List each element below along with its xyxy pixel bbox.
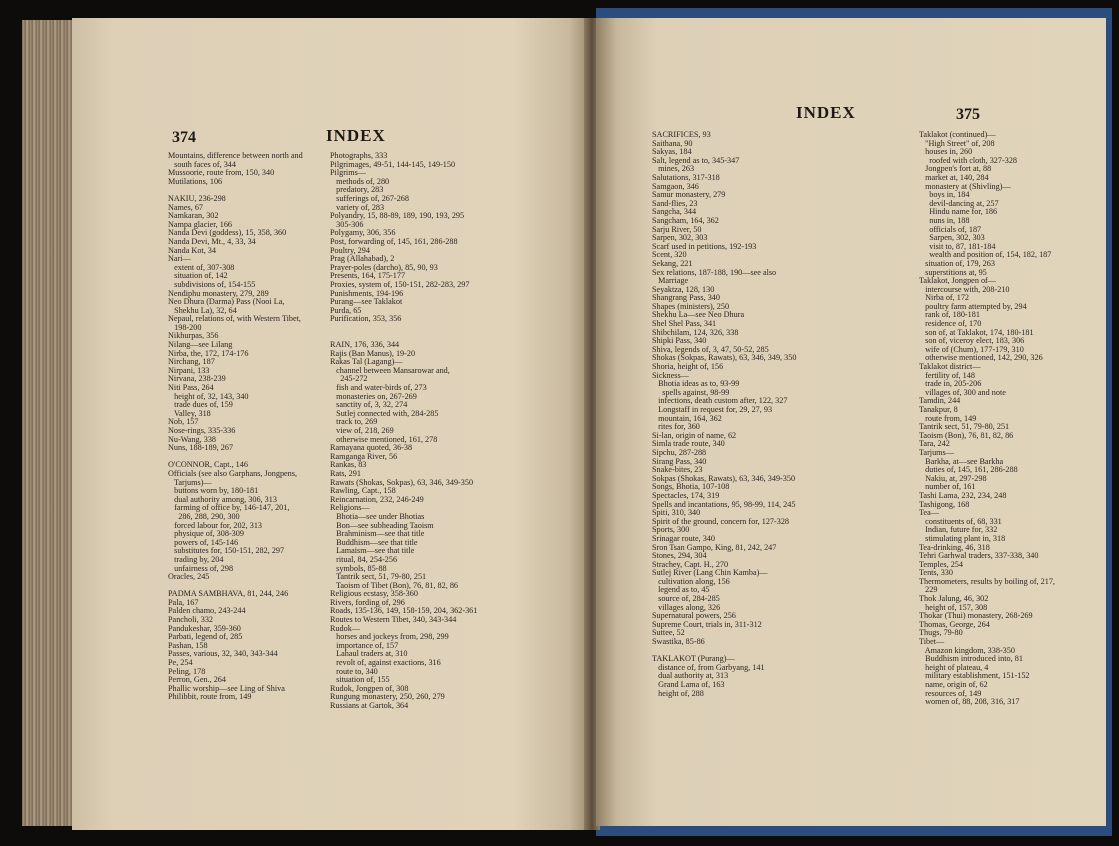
index-entry: Punishments, 194-196 <box>330 288 404 298</box>
index-entry: Thokar (Thui) monastery, 268-269 <box>919 611 1033 621</box>
index-entry: Nari— <box>168 254 191 264</box>
index-entry: Samur monastery, 279 <box>652 190 726 200</box>
index-entry: Rudok— <box>330 623 361 633</box>
index-entry: Nanda Devi (goddess), 15, 358, 360 <box>168 228 287 238</box>
index-entry: Tantrik sect, 51, 79-80, 251 <box>330 572 427 582</box>
index-entry: Tashi Lama, 232, 234, 248 <box>919 490 1007 500</box>
index-entry: extent of, 307-308 <box>168 262 235 272</box>
index-entry: Srinagar route, 340 <box>652 533 715 543</box>
index-entry: Parbati, legend of, 285 <box>168 632 243 642</box>
index-entry: importance of, 157 <box>330 640 399 650</box>
index-entry: Hindu name for, 186 <box>919 207 998 217</box>
index-entry: Tamdin, 244 <box>919 396 961 406</box>
index-entry: Neo Dhura (Darma) Pass (Nooi La, <box>168 297 285 307</box>
index-entry: Shibchilam, 124, 326, 338 <box>652 327 739 337</box>
index-entry: 245-272 <box>330 374 368 384</box>
index-entry: situation of, 142 <box>168 271 228 281</box>
index-entry: Sutlej connected with, 284-285 <box>330 408 439 418</box>
index-entry: Tara, 242 <box>919 439 950 449</box>
index-entry: wealth and position of, 154, 182, 187 <box>919 250 1052 260</box>
index-entry: Sex relations, 187-188, 190—see also <box>652 267 777 277</box>
index-entry: Mountains, difference between north and <box>168 151 303 160</box>
index-entry: Rats, 291 <box>330 468 361 478</box>
index-entry: Rajis (Ban Manus), 19-20 <box>330 348 416 358</box>
index-entry: cultivation along, 156 <box>652 576 730 586</box>
index-entry: Salt, legend as to, 345-347 <box>652 155 740 165</box>
index-entry: Thomas, George, 264 <box>919 619 990 629</box>
index-entry: Taoism (Bon), 76, 81, 82, 86 <box>919 430 1014 440</box>
index-entry: height of, 288 <box>652 688 704 698</box>
index-entry: Spirit of the ground, concern for, 127-328 <box>652 516 790 526</box>
index-entry: Polyandry, 15, 88-89, 189, 190, 193, 295 <box>330 211 465 221</box>
index-entry: sanctity of, 3, 32, 274 <box>330 400 408 410</box>
index-entry: Lamaism—see that title <box>330 546 415 556</box>
index-entry: Shekhu La—see Neo Dhura <box>652 310 745 320</box>
index-entry: Phallic worship—see Ling of Shiva <box>168 683 285 693</box>
right-page <box>596 18 1106 826</box>
index-entry: Purification, 353, 356 <box>330 314 402 324</box>
index-entry: Shoria, height of, 156 <box>652 362 724 372</box>
index-entry: forced labour for, 202, 313 <box>168 520 263 530</box>
index-entry: Names, 67 <box>168 202 204 212</box>
index-entry: Amazon kingdom, 338-350 <box>919 645 1015 655</box>
index-entry: substitutes for, 150-151, 282, 297 <box>168 546 285 556</box>
index-entry: Peling, 178 <box>168 666 206 676</box>
index-entry: Polygamy, 306, 356 <box>330 228 396 238</box>
index-entry: Nampa glacier, 166 <box>168 219 233 229</box>
index-entry: fertility of, 148 <box>919 370 975 380</box>
index-entry: farming of office by, 146-147, 201, <box>168 503 290 513</box>
page-header-title: INDEX <box>796 103 856 122</box>
left-page <box>72 18 590 830</box>
index-entry: Sangcham, 164, 362 <box>652 215 719 225</box>
index-entry: track to, 269 <box>330 417 378 427</box>
index-entry: Poultry, 294 <box>330 245 370 255</box>
index-entry: dual authority among, 306, 313 <box>168 494 277 504</box>
index-entry: buttons worn by, 180-181 <box>168 486 259 496</box>
index-entry: revolt of, against exactions, 316 <box>330 658 441 668</box>
index-entry: Si-lan, origin of name, 62 <box>652 430 737 440</box>
index-entry: legend as to, 45 <box>652 585 710 595</box>
index-spacer <box>330 324 477 333</box>
index-entry: Palden chamo, 243-244 <box>168 606 246 616</box>
index-entry: Nu-Wang, 338 <box>168 434 217 444</box>
index-entry: Thok Jalung, 46, 302 <box>919 594 989 604</box>
index-entry: Tea-drinking, 46, 318 <box>919 542 990 552</box>
index-entry: ritual, 84, 254-256 <box>330 554 398 564</box>
index-entry: Spells and incantations, 95, 98-99, 114, 245 <box>652 499 796 509</box>
index-entry: resources of, 149 <box>919 688 982 698</box>
index-entry: Songs, Bhotia, 107-108 <box>652 482 730 492</box>
index-entry: Tantrik sect, 51, 79-80, 251 <box>919 422 1010 432</box>
index-entry: Seyaktza, 128, 130 <box>652 284 715 294</box>
index-entry: height of, 157, 308 <box>919 602 988 612</box>
index-entry: Religious ecstasy, 358-360 <box>330 589 418 599</box>
index-entry: mines, 263 <box>652 164 695 174</box>
index-entry: Shekhu La), 32, 64 <box>168 305 237 315</box>
index-entry: Shapes (ministers), 250 <box>652 301 730 311</box>
index-entry: Samgaon, 346 <box>652 181 699 191</box>
index-entry: trade in, 205-206 <box>919 379 982 389</box>
index-entry: powers of, 145-146 <box>168 537 239 547</box>
index-entry: fish and water-birds of, 273 <box>330 383 427 393</box>
index-entry: Thugs, 79-80 <box>919 628 963 638</box>
index-entry: market at, 140, 284 <box>919 172 989 182</box>
index-entry: O'CONNOR, Capt., 146 <box>168 460 248 470</box>
index-entry: Namkaran, 302 <box>168 211 219 221</box>
index-entry: 305-306 <box>330 219 364 229</box>
index-entry: Jongpen's fort at, 88 <box>919 164 992 174</box>
index-entry: Tibet— <box>919 637 945 647</box>
index-entry: SACRIFICES, 93 <box>652 130 711 139</box>
index-entry: Barkha, at—see Barkha <box>919 456 1004 466</box>
index-entry: Pashan, 158 <box>168 640 208 650</box>
index-entry: Tarjums)— <box>168 477 212 487</box>
index-entry: height of plateau, 4 <box>919 662 989 672</box>
index-entry: poultry farm attempted by, 294 <box>919 301 1027 311</box>
page-number: 375 <box>956 106 980 123</box>
index-entry: Rawats (Shokas, Sokpas), 63, 346, 349-350 <box>330 477 474 487</box>
index-entry: women of, 88, 208, 316, 317 <box>919 697 1020 707</box>
index-entry: Scent, 320 <box>652 250 687 260</box>
index-entry: Nepaul, relations of, with Western Tibet, <box>168 314 301 324</box>
index-entry: Suttee, 52 <box>652 628 685 638</box>
index-entry: Salutations, 317-318 <box>652 172 720 182</box>
index-entry: Indian, future for, 332 <box>919 525 998 535</box>
index-entry: Niti Pass, 264 <box>168 383 214 393</box>
index-entry: Bon—see subheading Taoism <box>330 520 434 530</box>
index-entry: nuns in, 188 <box>919 215 970 225</box>
index-column-right <box>919 131 1055 707</box>
index-entry: Bhotia—see under Bhotias <box>330 511 425 521</box>
index-entry: Routes to Western Tibet, 340, 343-344 <box>330 615 457 625</box>
index-entry: Reincarnation, 232, 246-249 <box>330 494 424 504</box>
index-entry: Tents, 330 <box>919 568 953 578</box>
index-entry: boys in, 184 <box>919 190 970 200</box>
index-entry: Rakas Tal (Lagang)— <box>330 357 403 367</box>
index-column-left <box>168 152 303 702</box>
index-entry: subdivisions of, 154-155 <box>168 279 256 289</box>
index-entry: Officials (see also Garphans, Jongpens, <box>168 468 297 478</box>
index-column-left <box>652 131 796 698</box>
index-entry: Tarjums— <box>919 447 954 457</box>
index-entry: son of, viceroy elect, 183, 306 <box>919 336 1025 346</box>
index-entry: channel between Mansarowar and, <box>330 365 450 375</box>
index-entry: TAKLAKOT (Purang)— <box>652 654 735 664</box>
index-entry: symbols, 85-88 <box>330 563 387 573</box>
index-entry: spells against, 98-99 <box>652 387 730 397</box>
index-entry: Bhotia ideas as to, 93-99 <box>652 379 740 389</box>
index-column-right <box>330 152 477 711</box>
index-entry: Simla trade route, 340 <box>652 439 725 449</box>
index-entry: 229 <box>919 585 938 595</box>
index-entry: Prag (Allahabad), 2 <box>330 254 395 264</box>
index-entry: Post, forwarding of, 145, 161, 286-288 <box>330 236 458 246</box>
index-entry: Purda, 65 <box>330 305 362 315</box>
index-entry: Nirpani, 133 <box>168 365 210 375</box>
index-entry: Scarf used in petitions, 192-193 <box>652 241 757 251</box>
index-entry: Nilang—see Lilang <box>168 340 233 350</box>
index-entry: Ramganga River, 56 <box>330 451 398 461</box>
index-entry: Taklakot district— <box>919 362 981 372</box>
index-entry: Mussoorie, route from, 150, 340 <box>168 168 275 178</box>
index-entry: duties of, 145, 161, 286-288 <box>919 465 1018 475</box>
index-entry: Strachey, Capt. H., 270 <box>652 559 729 569</box>
index-entry: Religions— <box>330 503 370 513</box>
index-entry: monastery at (Shivling)— <box>919 181 1011 191</box>
index-entry: Mutilations, 106 <box>168 176 223 186</box>
index-entry: Valley, 318 <box>168 408 211 418</box>
index-entry: Sarpen, 302, 303 <box>652 233 708 243</box>
index-entry: Pe, 254 <box>168 658 193 668</box>
index-entry: Nose-rings, 335-336 <box>168 426 236 435</box>
index-entry: superstitions at, 95 <box>919 267 987 277</box>
index-entry: constituents of, 68, 331 <box>919 516 1002 526</box>
index-entry: trading by, 204 <box>168 554 224 564</box>
index-entry: Sekang, 221 <box>652 258 693 268</box>
index-entry: Tea— <box>919 508 939 518</box>
index-entry: situation of, 179, 263 <box>919 258 995 268</box>
index-entry: Swastika, 85-86 <box>652 637 705 647</box>
index-entry: Shel Shel Pass, 341 <box>652 319 717 329</box>
index-entry: houses in, 260 <box>919 147 973 157</box>
index-entry: Prayer-poles (darcho), 85, 90, 93 <box>330 262 438 272</box>
index-entry: Nanda Kot, 34 <box>168 245 216 255</box>
index-entry: horses and jockeys from, 298, 299 <box>330 632 449 642</box>
index-entry: Sutlej River (Lang Chin Kamba)— <box>652 568 768 578</box>
index-entry: route from, 149 <box>919 413 977 423</box>
index-entry: Pancholi, 332 <box>168 615 214 625</box>
index-entry: Tanakpur, 8 <box>919 405 958 414</box>
index-entry: situation of, 155 <box>330 675 390 685</box>
index-entry: view of, 218, 269 <box>330 426 394 435</box>
index-entry: Nuns, 188-189, 267 <box>168 443 234 453</box>
index-entry: trade dues of, 159 <box>168 400 233 410</box>
index-entry: dual authority at, 313 <box>652 671 729 681</box>
index-entry: Temples, 254 <box>919 559 963 569</box>
index-entry: Ramayana quoted, 36-38 <box>330 443 413 453</box>
index-entry: Rungung monastery, 250, 260, 279 <box>330 692 445 702</box>
index-entry: Lahaul traders at, 310 <box>330 649 408 659</box>
index-entry: 286, 288, 290, 300 <box>168 511 240 521</box>
index-entry: Grand Lama of, 163 <box>652 680 725 689</box>
index-entry: Sangcha, 344 <box>652 207 697 217</box>
index-entry: height of, 32, 143, 340 <box>168 391 249 401</box>
index-entry: Supernatural powers, 256 <box>652 611 736 621</box>
page-number: 374 <box>172 129 196 146</box>
index-entry: Sarpen, 302, 303 <box>919 233 985 243</box>
index-entry: Photographs, 333 <box>330 151 388 160</box>
index-entry: Purang—see Taklakot <box>330 297 403 307</box>
index-entry: roofed with cloth, 327-328 <box>919 155 1018 165</box>
index-entry: Oracles, 245 <box>168 572 210 582</box>
index-entry: Sakyas, 184 <box>652 147 692 157</box>
index-entry: Spectacles, 174, 319 <box>652 490 720 500</box>
index-entry: monasteries on, 267-269 <box>330 391 417 401</box>
index-entry: Sickness— <box>652 370 689 380</box>
index-entry: Passes, various, 32, 340, 343-344 <box>168 649 278 659</box>
index-entry: Shokas (Sokpas, Rawats), 63, 346, 349, 350 <box>652 353 797 363</box>
index-entry: Pandukeshar, 359-360 <box>168 623 241 633</box>
index-entry: Shangrang Pass, 340 <box>652 293 720 303</box>
index-entry: Nirba of, 172 <box>919 293 970 303</box>
index-entry: Sokpas (Shokas, Rawats), 63, 346, 349-350 <box>652 473 796 483</box>
index-entry: intercourse with, 208-210 <box>919 284 1010 294</box>
index-entry: Taklakot, Jongpen of— <box>919 276 996 286</box>
index-entry: Buddhism introduced into, 81 <box>919 654 1023 664</box>
index-entry: route to, 340 <box>330 666 378 676</box>
index-entry: Tehri Garhwal traders, 337-338, 340 <box>919 551 1039 561</box>
index-entry: Buddhism—see that title <box>330 537 418 547</box>
index-entry: Pilgrimages, 49-51, 144-145, 149-150 <box>330 159 456 169</box>
index-entry: Roads, 135-136, 149, 158-159, 204, 362-361 <box>330 606 478 616</box>
index-entry: son of, at Taklakot, 174, 180-181 <box>919 327 1034 337</box>
index-entry: villages of, 300 and note <box>919 387 1006 397</box>
index-entry: 198-200 <box>168 322 202 332</box>
index-entry: mountain, 164, 362 <box>652 413 722 423</box>
index-entry: Rankas, 83 <box>330 460 367 470</box>
index-entry: military establishment, 151-152 <box>919 671 1030 681</box>
index-entry: number of, 161 <box>919 482 976 492</box>
index-entry: villages along, 326 <box>652 602 721 612</box>
index-entry: Snake-bites, 23 <box>652 465 703 475</box>
index-entry: Tashigong, 168 <box>919 499 970 509</box>
index-entry: Sipchu, 287-288 <box>652 447 707 457</box>
index-entry: PADMA SAMBHAVA, 81, 244, 246 <box>168 589 289 599</box>
index-entry: Russians at Gartok, 364 <box>330 701 409 710</box>
index-entry: otherwise mentioned, 161, 278 <box>330 434 438 444</box>
index-entry: Sand-flies, 23 <box>652 198 698 208</box>
index-entry: Perron, Gen., 264 <box>168 675 226 685</box>
index-entry: distance of, from Garbyang, 141 <box>652 662 765 672</box>
index-entry: Thermometers, results by boiling of, 217, <box>919 576 1055 586</box>
index-entry: physique of, 308-309 <box>168 529 244 539</box>
index-entry: Rivers, fording of, 296 <box>330 597 405 607</box>
index-entry: name, origin of, 62 <box>919 680 988 689</box>
index-entry: visit to, 87, 181-184 <box>919 241 996 251</box>
index-entry: Proxies, system of, 150-151, 282-283, 297 <box>330 279 470 289</box>
index-entry: Brahminism—see that title <box>330 529 425 539</box>
index-entry: Nanda Devi, Mt., 4, 33, 34 <box>168 236 256 246</box>
index-entry: Nakiu, at, 297-298 <box>919 473 987 483</box>
index-entry: Nob, 157 <box>168 417 199 427</box>
index-entry: Shipki Pass, 340 <box>652 336 707 346</box>
index-entry: unfairness of, 298 <box>168 563 234 573</box>
index-entry: Stones, 294, 304 <box>652 551 707 561</box>
index-entry: Nirba, the, 172, 174-176 <box>168 348 249 358</box>
index-entry: residence of, 170 <box>919 319 982 329</box>
index-entry: sufferings of, 267-268 <box>330 193 409 203</box>
index-entry: Supreme Court, trials in, 311-312 <box>652 619 762 629</box>
index-entry: Sirang Pass, 340 <box>652 456 707 466</box>
index-entry: Saithana, 90 <box>652 138 693 148</box>
index-entry: south faces of, 344 <box>168 159 236 169</box>
index-entry: Philibbit, route from, 149 <box>168 692 252 702</box>
index-entry: Sron Tsan Gampo, King, 81, 242, 247 <box>652 542 777 552</box>
index-entry: officials of, 187 <box>919 224 982 234</box>
index-entry: methods of, 280 <box>330 176 390 186</box>
index-entry: Taoism of Tibet (Bon), 76, 81, 82, 86 <box>330 580 459 590</box>
index-entry: otherwise mentioned, 142, 290, 326 <box>919 353 1043 363</box>
index-entry: Taklakot (continued)— <box>919 130 996 139</box>
page-header-title: INDEX <box>326 126 386 145</box>
index-entry: NAKIU, 236-298 <box>168 193 226 203</box>
index-entry: "High Street" of, 208 <box>919 138 995 148</box>
index-entry: Nendiphu monastery, 279, 289 <box>168 288 269 298</box>
index-entry: Spiti, 310, 340 <box>652 508 701 518</box>
index-entry: wife of (Chum), 177-179, 310 <box>919 344 1024 354</box>
index-entry: RAIN, 176, 336, 344 <box>330 340 400 350</box>
index-entry: Sarju River, 50 <box>652 224 702 234</box>
index-entry: source of, 284-285 <box>652 594 720 604</box>
index-entry: rank of, 180-181 <box>919 310 980 320</box>
index-entry: stimulating plant in, 318 <box>919 533 1006 543</box>
index-entry: Rudok, Jongpen of, 308 <box>330 683 409 693</box>
index-entry: Longstaff in request for, 29, 27, 93 <box>652 405 773 414</box>
index-entry: devil-dancing at, 257 <box>919 198 999 208</box>
index-entry: Pilgrims— <box>330 168 366 178</box>
index-entry: Sports, 300 <box>652 525 690 535</box>
index-entry: Nikhurpas, 356 <box>168 331 219 341</box>
index-entry: rites for, 360 <box>652 422 700 432</box>
index-entry: Marriage <box>652 276 689 286</box>
index-entry: variety of, 283 <box>330 202 385 212</box>
index-entry: Rawling, Capt., 158 <box>330 486 396 496</box>
index-entry: predatory, 283 <box>330 185 384 195</box>
index-entry: infections, death custom after, 122, 327 <box>652 396 788 406</box>
index-entry: Pala, 167 <box>168 597 199 607</box>
index-entry: Nirvana, 238-239 <box>168 374 226 384</box>
index-entry: Shiva, legends of, 3, 47, 50-52, 285 <box>652 344 769 354</box>
index-entry: Presents, 164, 175-177 <box>330 271 406 281</box>
index-entry: Nirchang, 187 <box>168 357 215 367</box>
